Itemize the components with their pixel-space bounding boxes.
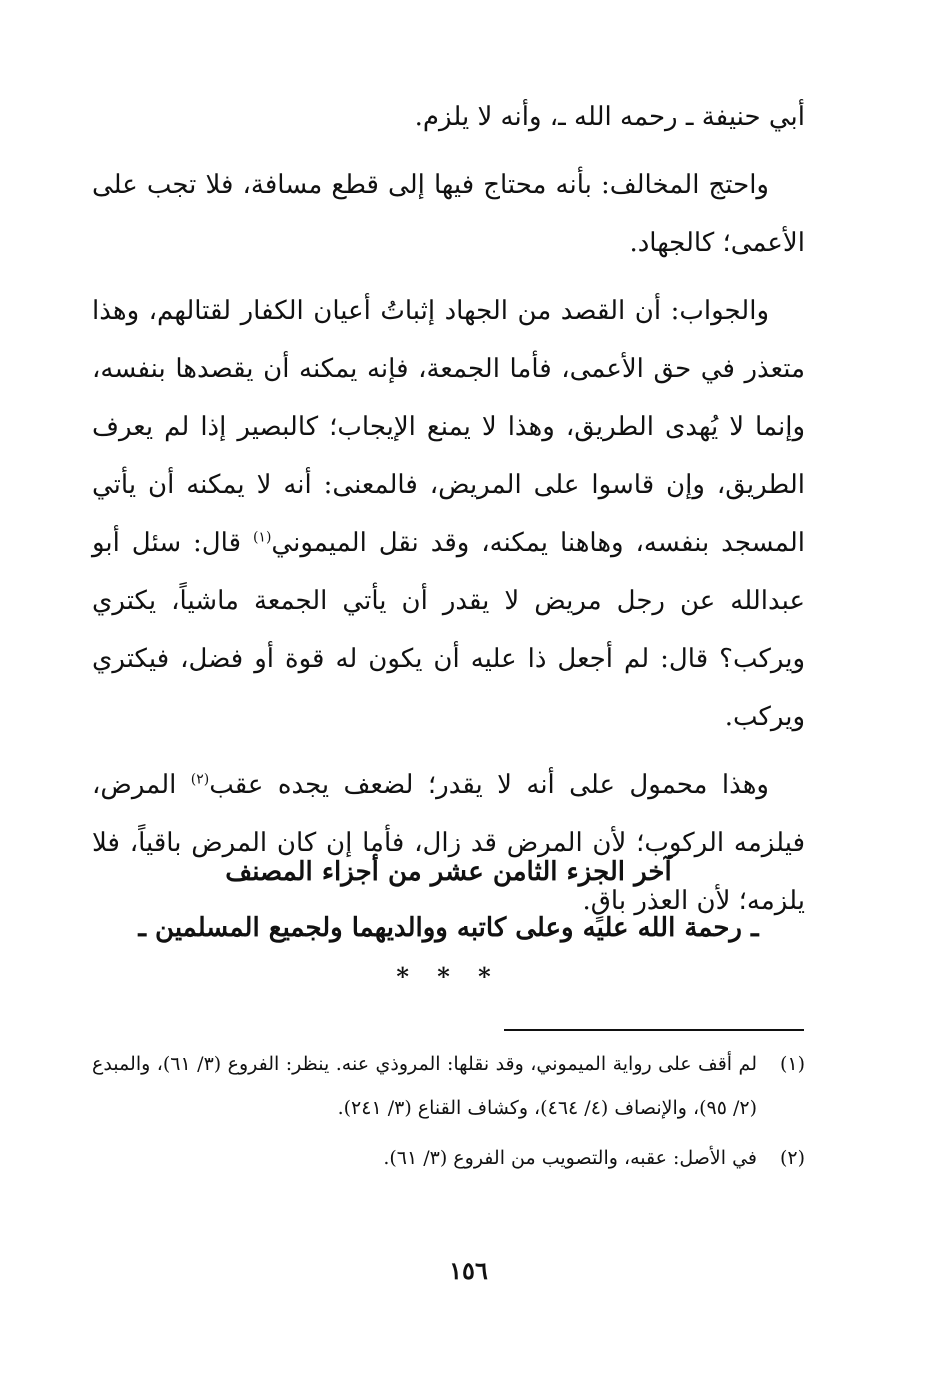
footnote-text: في الأصل: عقبه، والتصويب من الفروع (٣/ ٦١). [383, 1147, 757, 1169]
footnote-separator [504, 1029, 804, 1031]
paragraph-4-text-a: وهذا محمول على أنه لا يقدر؛ لضعف يجده عقب [209, 770, 769, 800]
paragraph-4-text-b: المرض، فيلزمه الركوب؛ لأن المرض قد زال، فأما إن كان المرض باقياً، فلا يلزمه؛ لأن العذر باقٍ. [92, 770, 805, 916]
footnote-text: لم أقف على رواية الميموني، وقد نقلها: المروذي عنه. ينظر: الفروع (٣/ ٦١)، والمبدع (٢/ ٩٥)، والإنصاف (٤/ ٤٦٤)، وكشاف القناع (٣/ ٢٤١). [92, 1053, 757, 1119]
paragraph-3 [92, 282, 805, 746]
main-text [92, 88, 805, 930]
colophon-line-1: آخر الجزء الثامن عشر من أجزاء المصنف [225, 857, 672, 887]
footnote-1 [92, 1042, 805, 1130]
colophon-line-2: ـ رحمة الله عليه وعلى كاتبه ووالديهما ولجميع المسلمين ـ [138, 913, 759, 943]
paragraph-3-text-a: والجواب: أن القصد من الجهاد إثباتُ أعيان الكفار لقتالهم، وهذا متعذر في حق الأعمى، فأما الجمعة، فإنه يمكنه أن يقصدها بنفسه، وإنما لا يُهدى الطريق، وهذا لا يمنع الإيجاب؛ كالبصير إذا لم يعرف الطريق، وإن قاسوا على المريض، فالمعنى: أنه لا يمكنه أن يأتي المسجد بنفسه، وهاهنا يمكنه، وقد نقل الميموني [92, 296, 805, 558]
footnotes [92, 1042, 805, 1180]
page-number: ١٥٦ [449, 1256, 488, 1285]
footnote-number: (١) [779, 1053, 805, 1075]
footnote-number: (٢) [779, 1147, 805, 1169]
footnote-2 [92, 1136, 805, 1180]
colophon [92, 844, 805, 956]
footnote-ref-2[interactable]: (٢) [190, 771, 210, 788]
footnote-ref-1[interactable]: (١) [252, 529, 272, 546]
paragraph-2: واحتج المخالف: بأنه محتاج فيها إلى قطع مسافة، فلا تجب على الأعمى؛ كالجهاد. [92, 170, 805, 258]
paragraph-3-text-b: قال: سئل أبو عبدالله عن رجل مريض لا يقدر أن يأتي الجمعة ماشياً، يكتري ويركب؟ قال: لم أجعل ذا عليه أن يكون له قوة أو فضل، فيكتري ويركب. [92, 528, 805, 732]
paragraph-1: أبي حنيفة ـ رحمه الله ـ، وأنه لا يلزم. [414, 102, 805, 132]
section-divider-stars: * * * [396, 962, 501, 991]
